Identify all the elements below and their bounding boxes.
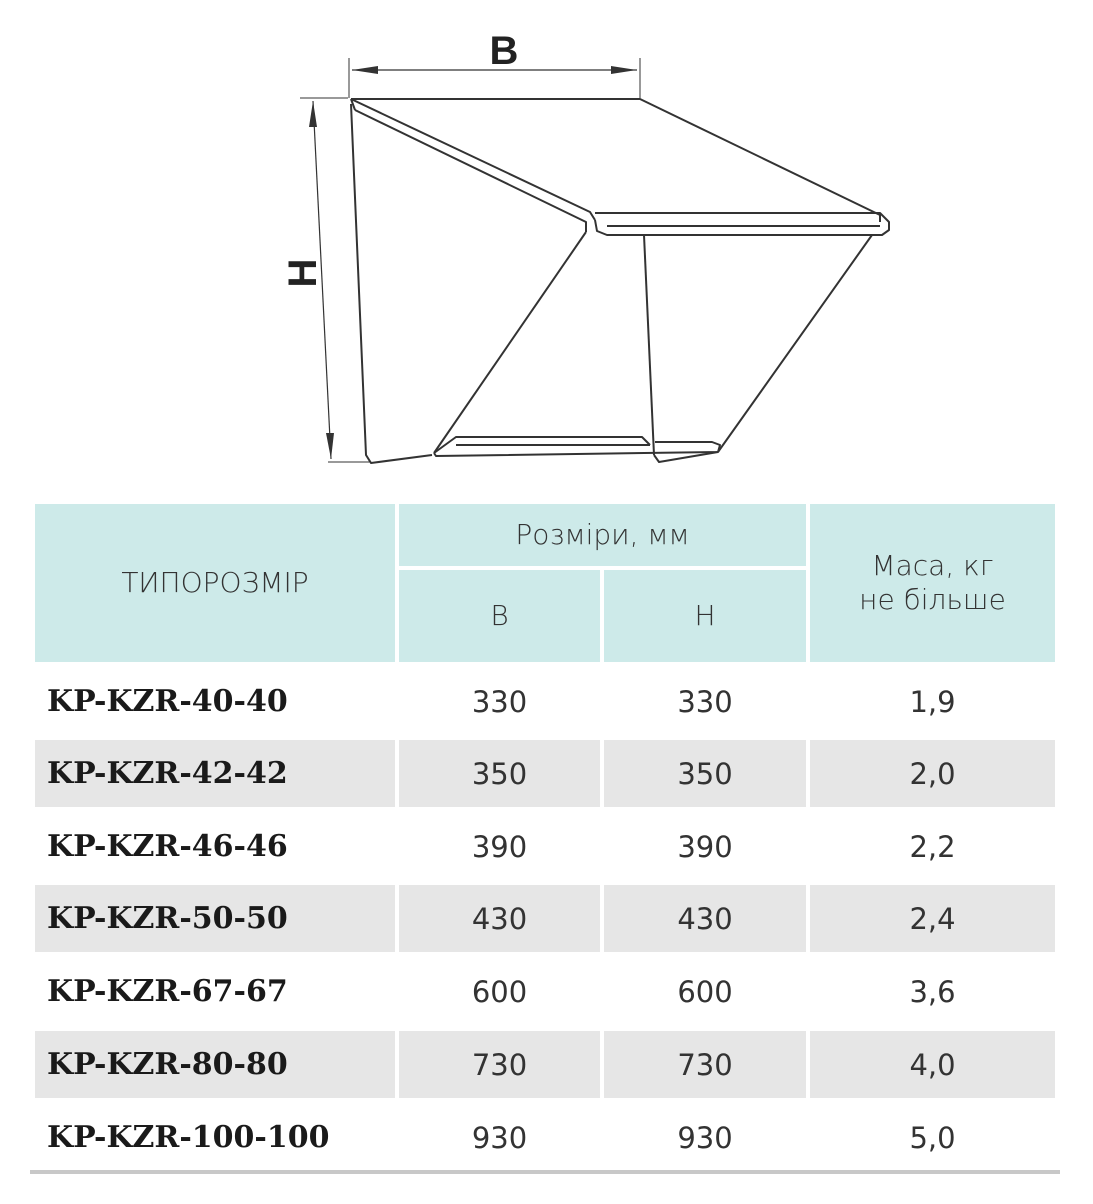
row-h: 330	[677, 684, 733, 719]
row-name: KP-KZR-100-100	[47, 1120, 330, 1155]
table-row	[35, 813, 1055, 880]
b-label: B	[489, 29, 519, 73]
front-left-edge	[434, 232, 586, 453]
row-name: KP-KZR-46-46	[47, 829, 288, 864]
b-arrow-left-icon	[352, 66, 378, 74]
front-right-edge	[718, 235, 872, 452]
row-h: 430	[677, 901, 733, 936]
row-b: 350	[471, 756, 528, 791]
header-mass	[810, 504, 1055, 662]
row-h: 930	[677, 1120, 733, 1155]
header-size-type	[35, 504, 395, 662]
header-mass-line2: не більше	[859, 583, 1006, 616]
table-bottom-rule	[30, 1170, 1060, 1174]
header-size-type-text: ТИПОРОЗМІР	[121, 566, 309, 599]
header-col-b	[399, 570, 600, 662]
row-mass: 1,9	[909, 684, 956, 719]
row-b: 730	[471, 1047, 528, 1082]
row-mass: 5,0	[909, 1120, 956, 1155]
row-name: KP-KZR-80-80	[47, 1047, 288, 1082]
row-b: 600	[471, 974, 528, 1009]
slanted-lip	[355, 110, 586, 232]
row-mass: 2,2	[909, 829, 956, 864]
row-b: 390	[471, 829, 528, 864]
table-row	[35, 668, 1055, 735]
h-label: H	[281, 258, 325, 288]
row-mass: 2,0	[909, 756, 956, 791]
h-arrow-bottom-icon	[326, 433, 334, 459]
front-flange	[595, 213, 889, 235]
row-mass: 3,6	[909, 974, 956, 1009]
row-name: KP-KZR-40-40	[47, 684, 288, 719]
header-mass-line1: Маса, кг	[871, 549, 994, 582]
row-mass: 2,4	[909, 901, 956, 936]
inner-back-edge	[644, 235, 654, 455]
table-row	[35, 1104, 1055, 1171]
header-col-h	[604, 570, 806, 662]
header-dimensions	[399, 504, 806, 566]
header-col-b-text: B	[490, 599, 509, 632]
header-dimensions-text: Розміри, мм	[515, 518, 690, 551]
left-side-panel	[351, 104, 432, 463]
row-b: 430	[471, 901, 528, 936]
hood-drawing	[0, 0, 1093, 480]
row-h: 600	[677, 974, 733, 1009]
header-col-h-text: H	[694, 599, 716, 632]
h-arrow-top-icon	[309, 101, 317, 127]
row-h: 350	[677, 756, 733, 791]
table-row	[35, 885, 1055, 952]
top-panel-outline	[351, 99, 880, 222]
slanted-top-edge	[351, 99, 595, 220]
table-row	[35, 1031, 1055, 1098]
row-name: KP-KZR-67-67	[47, 974, 288, 1009]
row-name: KP-KZR-50-50	[47, 901, 288, 936]
table-row	[35, 740, 1055, 807]
b-arrow-right-icon	[611, 66, 637, 74]
table-row	[35, 958, 1055, 1025]
row-name: KP-KZR-42-42	[47, 756, 288, 791]
row-b: 930	[471, 1120, 528, 1155]
row-h: 390	[677, 829, 733, 864]
row-b: 330	[471, 684, 528, 719]
row-mass: 4,0	[909, 1047, 956, 1082]
row-h: 730	[677, 1047, 733, 1082]
